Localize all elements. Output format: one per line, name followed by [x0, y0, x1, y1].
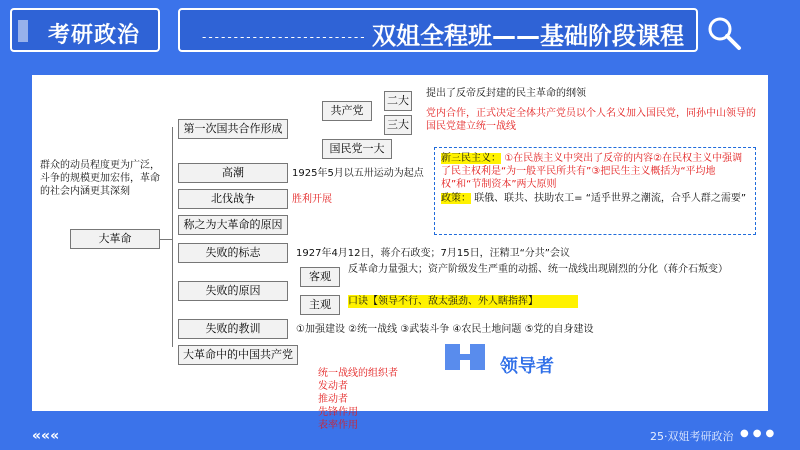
header-left: [10, 8, 160, 52]
node-gcd: 大革命中的中国共产党: [178, 345, 298, 365]
role-5: 表率作用: [318, 420, 358, 431]
gcd-roles: [318, 367, 458, 432]
node-keguan: 客观: [300, 267, 340, 287]
sanmin-box: [434, 147, 756, 235]
erda-note: 提出了反帝反封建的民主革命的纲领: [426, 88, 586, 99]
trunk-line: [172, 127, 173, 347]
course-title: 双姐全程班——基础阶段课程: [372, 22, 684, 50]
sanda-note: 党内合作，正式决定全体共产党员以个人名义加入国民党，同孙中山领导的国民党建立统一战线: [426, 108, 756, 132]
node-zhuguan: 主观: [300, 295, 340, 315]
node-sanda: 三大: [384, 115, 412, 135]
footer-dots: ●●●: [740, 428, 779, 439]
sanmin-title: 新三民主义：: [441, 153, 501, 164]
node-erda: 二大: [384, 91, 412, 111]
role-2: 发动者: [318, 381, 348, 392]
role-4: 先锋作用: [318, 407, 358, 418]
left-note: 群众的动员程度更为广泛，斗争的规模更加宏伟，革命的社会内涵更其深刻: [40, 160, 160, 197]
zhengce-text: [441, 192, 751, 205]
zhengce-body: 联俄、联共、扶助农工= “适乎世界之潮流，合乎人群之需要”: [474, 193, 747, 204]
node-gaochao: 高潮: [178, 163, 288, 183]
leader-brace-icon: [440, 342, 490, 372]
node-guomindang: 国民党一大: [322, 139, 392, 159]
shibai-biaozhi-note: 1927年4月12日，蒋介石政变；7月15日，汪精卫“分共”会议: [296, 248, 570, 259]
leader-label: 领导者: [500, 356, 554, 377]
content-board: [32, 75, 768, 431]
footer-right: 25·双姐考研政治: [650, 430, 734, 443]
node-gongchandang: 共产党: [322, 101, 372, 121]
dash-decoration: --------------------------: [202, 30, 367, 44]
kou-jue: 口诀【领导不行、敌太强劲、外人瞎指挥】: [348, 295, 578, 308]
zhengce-title: 政策：: [441, 193, 471, 204]
node-shibai-jiaoxun: 失败的教训: [178, 319, 288, 339]
beifa-note: 胜利开展: [292, 194, 332, 205]
sanmin-body: ①在民族主义中突出了反帝的内容②在民权主义中强调了民主权利是“为一般平民所共有”③把民生主义概括为“平均地权”和“节制资本”两大原则: [441, 153, 743, 190]
node-shibai-yuanyin: 失败的原因: [178, 281, 288, 301]
role-3: 推动者: [318, 394, 348, 405]
trunk-join: [160, 239, 172, 240]
gaochao-note: 1925年5月以五卅运动为起点: [292, 168, 424, 179]
sanmin-text: [441, 152, 751, 191]
node-shibai-biaozhi: 失败的标志: [178, 243, 288, 263]
search-icon: [705, 14, 743, 52]
keguan-note: 反革命力量强大；资产阶级发生严重的动摇、统一战线出现剧烈的分化（蒋介石叛变）: [348, 264, 728, 275]
node-beifa: 北伐战争: [178, 189, 288, 209]
node-chengzhi: 称之为大革命的原因: [178, 215, 288, 235]
header-decoration: [18, 20, 28, 42]
left-title: 考研政治: [48, 23, 141, 48]
node-first-coop: 第一次国共合作形成: [178, 119, 288, 139]
root-node: 大革命: [70, 229, 160, 249]
header-center: [178, 8, 698, 52]
footer-left-icon: «««: [32, 428, 60, 444]
jiaoxun-note: ①加强建设 ②统一战线 ③武装斗争 ④农民土地问题 ⑤党的自身建设: [296, 324, 594, 335]
role-1: 统一战线的组织者: [318, 368, 398, 379]
